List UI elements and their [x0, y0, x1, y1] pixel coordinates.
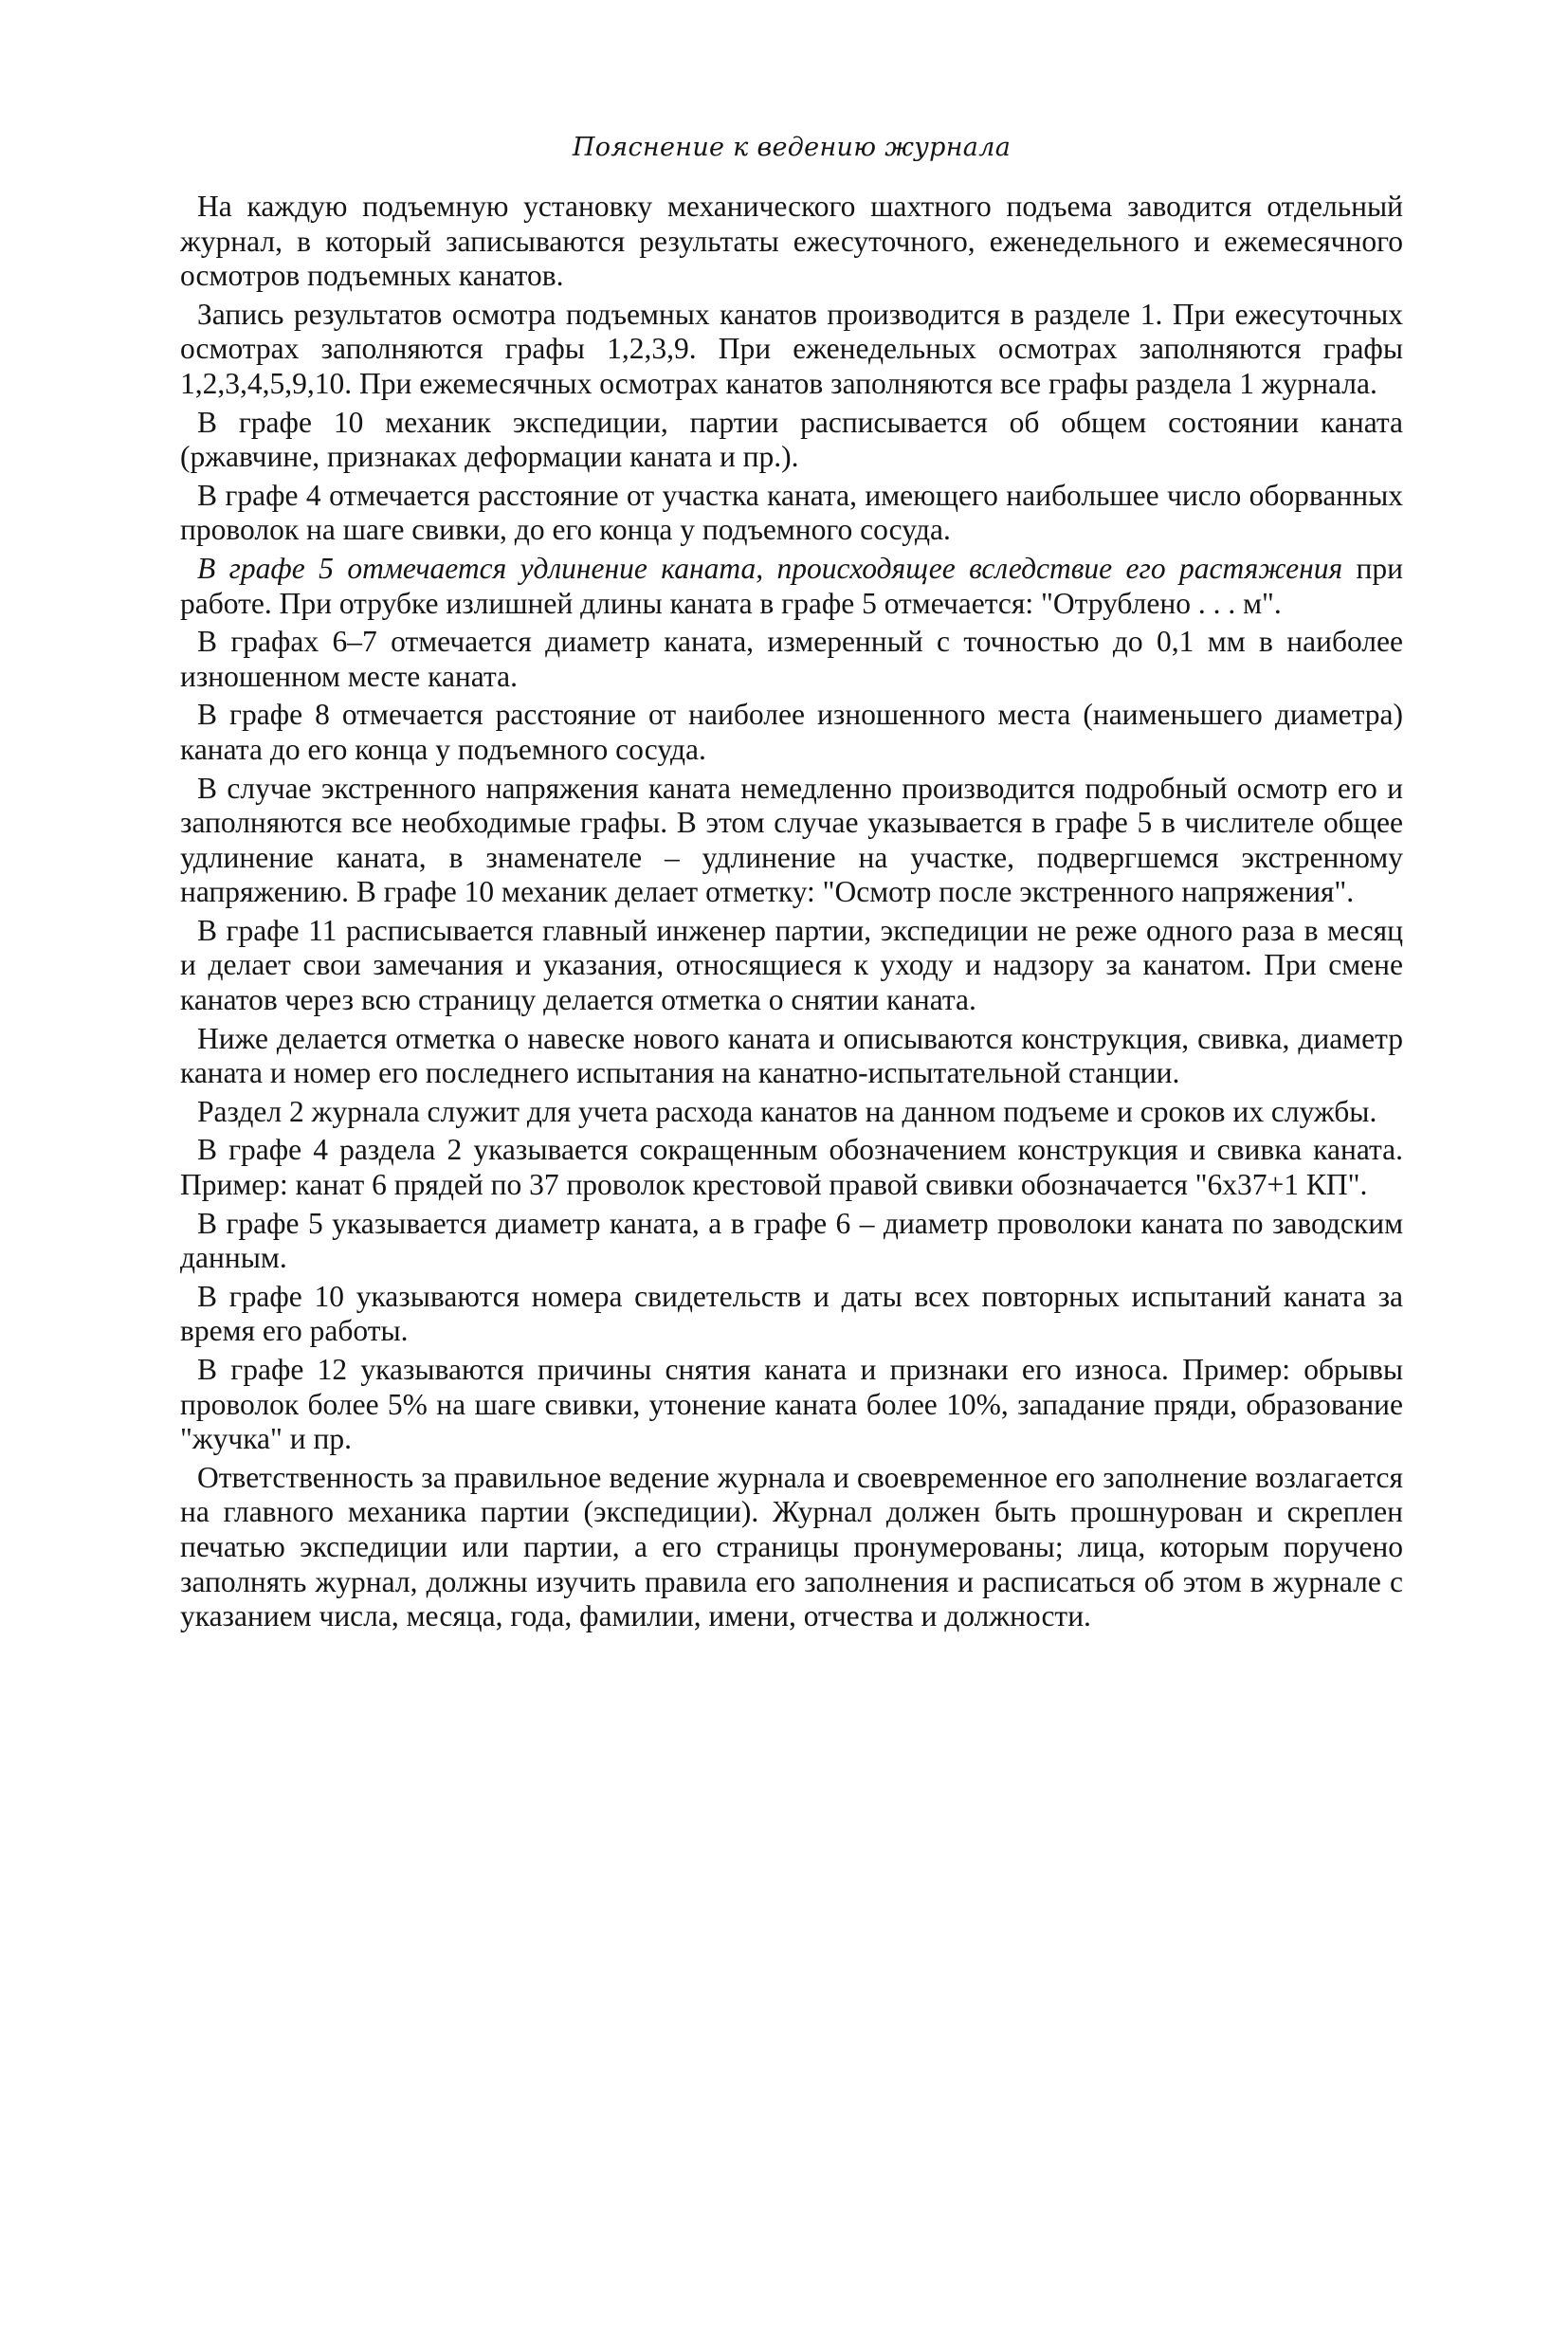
- paragraph: В графе 5 отмечается удлинение каната, происходящее вследствие его растяжения при работе. При отрубке излишней длины каната в графе 5 отмечается: "Отрублено . . . м".: [180, 551, 1403, 620]
- document-body: [180, 190, 1403, 1638]
- paragraph: В графе 4 раздела 2 указывается сокращенным обозначением конструкция и свивка каната. Пример: канат 6 прядей по 37 проволок крестовой правой свивки обозначается "6х37+1 КП".: [180, 1133, 1403, 1202]
- paragraph: Ниже делается отметка о навеске нового каната и описываются конструкция, свивка, диаметр каната и номер его последнего испытания на канатно-испытательной станции.: [180, 1021, 1403, 1090]
- paragraph: В случае экстренного напряжения каната немедленно производится подробный осмотр его и заполняются все необходимые графы. В этом случае указывается в графе 5 в числителе общее удлинение каната, в знаменателе – удлинение на участке, подвергшемся экстренному напряжению. В графе 10 механик делает отметку: "Осмотр после экстренного напряжения".: [180, 771, 1403, 909]
- document-page: [180, 0, 1403, 2352]
- paragraph: Ответственность за правильное ведение журнала и своевременное его заполнение возлагается на главного механика партии (экспедиции). Журнал должен быть прошнурован и скреплен печатью экспедиции или партии, а его страницы пронумерованы; лица, которым поручено заполнять журнал, должны изучить правила его заполнения и расписаться об этом в журнале с указанием числа, месяца, года, фамилии, имени, отчества и должности.: [180, 1460, 1403, 1633]
- paragraph: В графе 4 отмечается расстояние от участка каната, имеющего наибольшее число оборванных проволок на шаге свивки, до его конца у подъемного сосуда.: [180, 478, 1403, 547]
- paragraph: В графе 11 расписывается главный инженер партии, экспедиции не реже одного раза в месяц и делает свои замечания и указания, относящиеся к уходу и надзору за канатом. При смене канатов через всю страницу делается отметка о снятии каната.: [180, 913, 1403, 1017]
- paragraph: В графе 8 отмечается расстояние от наиболее изношенного места (наименьшего диаметра) каната до его конца у подъемного сосуда.: [180, 698, 1403, 766]
- italic-phrase: В графе 5 отмечается удлинение каната, происходящее вследствие его растяжения: [197, 551, 1343, 585]
- paragraph: Запись результатов осмотра подъемных канатов производится в разделе 1. При ежесуточных осмотрах заполняются графы 1,2,3,9. При еженедельных осмотрах заполняются графы 1,2,3,4,5,9,10. При ежемесячных осмотрах канатов заполняются все графы раздела 1 журнала.: [180, 297, 1403, 400]
- document-title: Пояснение к ведению журнала: [572, 133, 1012, 162]
- paragraph: Раздел 2 журнала служит для учета расхода канатов на данном подъеме и сроков их службы.: [197, 1094, 1377, 1128]
- paragraph: В графе 12 указываются причины снятия каната и признаки его износа. Пример: обрывы проволок более 5% на шаге свивки, утонение каната более 10%, западание пряди, образование "жучка" и пр.: [180, 1353, 1403, 1456]
- paragraph: В графах 6–7 отмечается диаметр каната, измеренный с точностью до 0,1 мм в наиболее изношенном месте каната.: [180, 625, 1403, 693]
- paragraph: В графе 5 указывается диаметр каната, а в графе 6 – диаметр проволоки каната по заводским данным.: [180, 1206, 1403, 1275]
- paragraph: В графе 10 указываются номера свидетельств и даты всех повторных испытаний каната за время его работы.: [180, 1279, 1403, 1348]
- paragraph: На каждую подъемную установку механического шахтного подъема заводится отдельный журнал, в который записываются результаты ежесуточного, еженедельного и ежемесячного осмотров подъемных канатов.: [180, 190, 1403, 293]
- paragraph: В графе 10 механик экспедиции, партии расписывается об общем состоянии каната (ржавчине, признаках деформации каната и пр.).: [180, 405, 1403, 474]
